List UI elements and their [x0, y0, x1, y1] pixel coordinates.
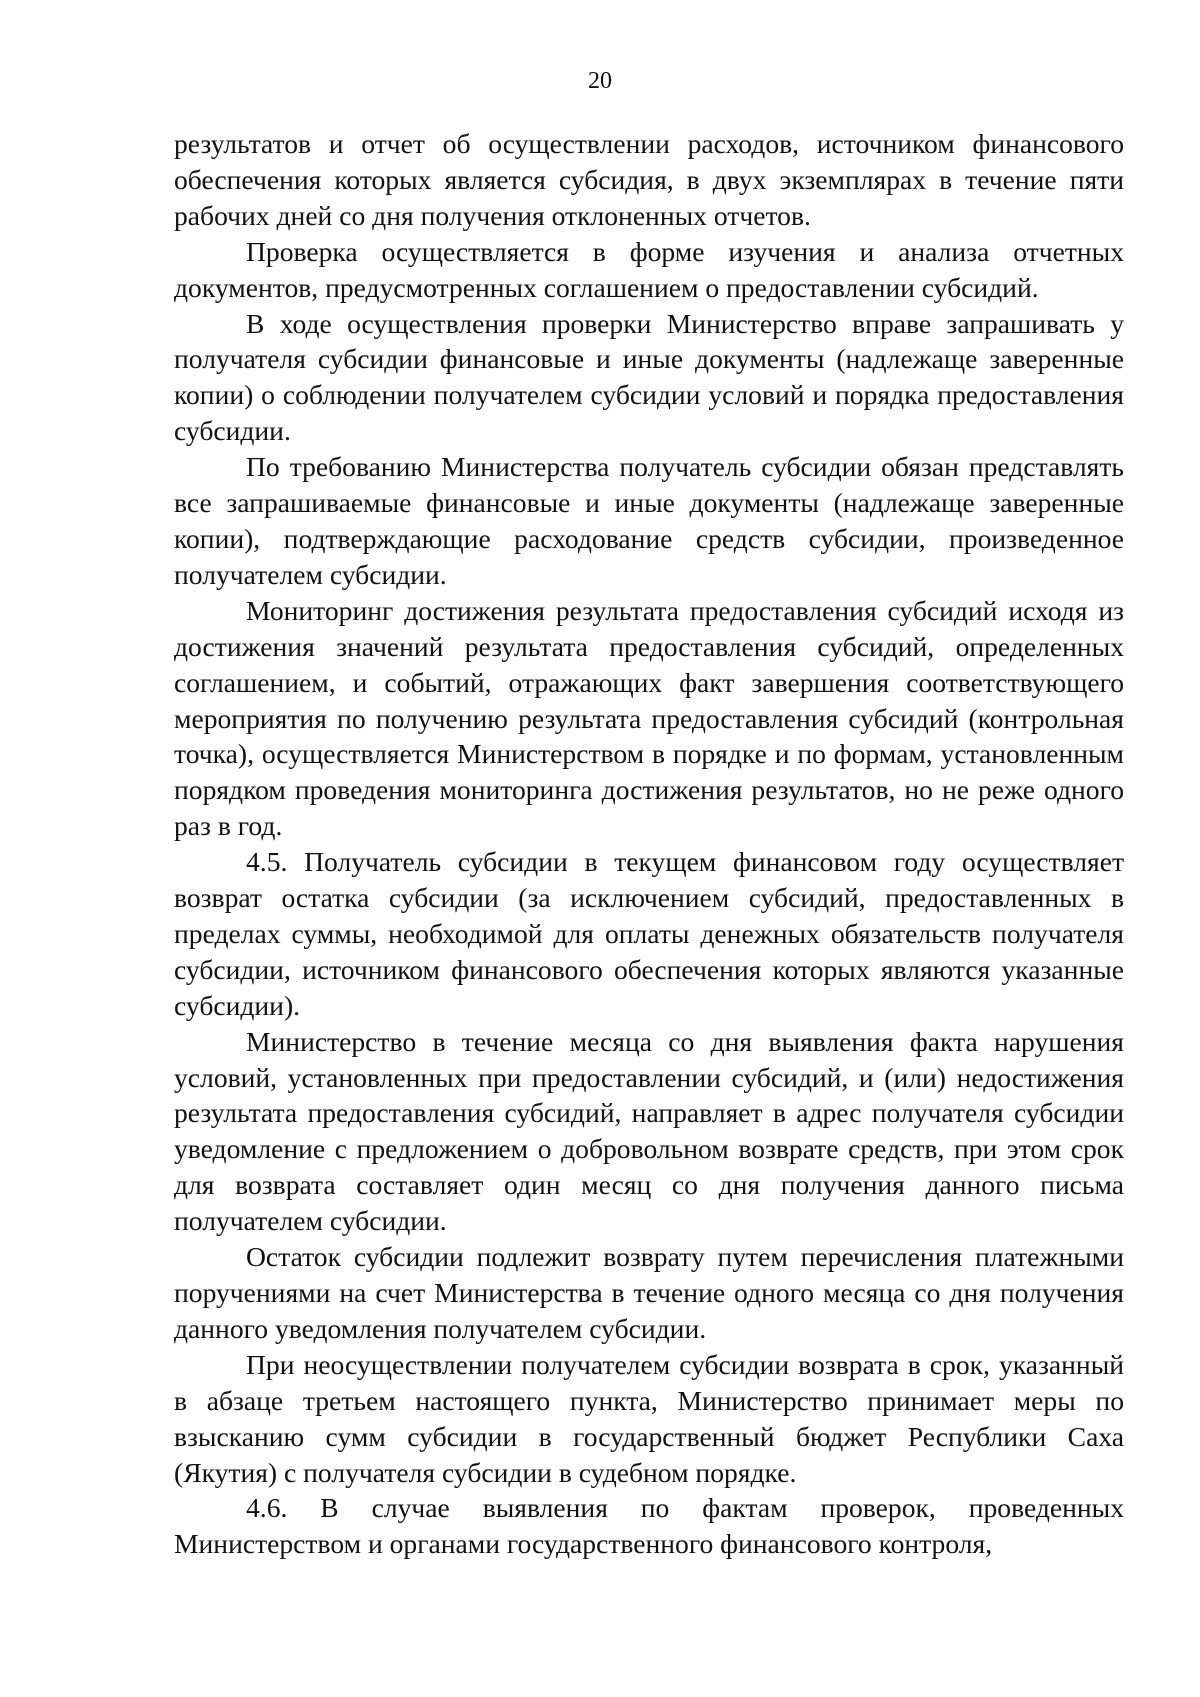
- paragraph-balance-return: Остаток субсидии подлежит возврату путем перечисления платежными поручениями на счет Министерства в течение одного месяца со дня получения данного уведомления получателем субсидии.: [174, 1241, 1124, 1344]
- paragraph-recovery-measures: При неосуществлении получателем субсидии возврата в срок, указанный в абзаце третьем настоящего пункта, Министерство принимает меры по взысканию сумм субсидии в государственный бюджет Республики Саха (Якутия) с получателя субсидии в судебном порядке.: [174, 1348, 1124, 1488]
- document-body: [174, 126, 1124, 1562]
- paragraph-verification-form: Проверка осуществляется в форме изучения и анализа отчетных документов, предусмотренных соглашением о предоставлении субсидий.: [174, 235, 1124, 303]
- paragraph-document-request: В ходе осуществления проверки Министерство вправе запрашивать у получателя субсидии финансовые и иные документы (надлежаще заверенные копии) о соблюдении получателем субсидии условий и порядка предоставления субсидии.: [174, 307, 1124, 447]
- page-number: 20: [588, 68, 612, 94]
- paragraph-clause-4-5: 4.5. Получатель субсидии в текущем финансовом году осуществляет возврат остатка субсидии (за исключением субсидий, предоставленных в пределах суммы, необходимой для оплаты денежных обязательств получателя субсидии, источником финансового обеспечения которых являются указанные субсидии).: [174, 846, 1124, 1021]
- paragraph-monitoring: Мониторинг достижения результата предоставления субсидий исходя из достижения значений результата предоставления субсидий, определенных соглашением, и событий, отражающих факт завершения соответствующего мероприятия по получению результата предоставления субсидий (контрольная точка), осуществляется Министерством в порядке и по формам, установленным порядком проведения мониторинга достижения результатов, но не реже одного раз в год.: [174, 594, 1124, 842]
- paragraph-ministry-notice: Министерство в течение месяца со дня выявления факта нарушения условий, установленных при предоставлении субсидий, и (или) недостижения результата предоставления субсидий, направляет в адрес получателя субсидии уведомление с предложением о добровольном возврате средств, при этом срок для возврата составляет один месяц со дня получения данного письма получателем субсидии.: [174, 1025, 1124, 1237]
- paragraph-recipient-obligation: По требованию Министерства получатель субсидии обязан представлять все запрашиваемые финансовые и иные документы (надлежаще заверенные копии), подтверждающие расходование средств субсидии, произведенное получателем субсидии.: [174, 451, 1124, 590]
- paragraph-clause-4-6: 4.6. В случае выявления по фактам проверок, проведенных Министерством и органами государственного финансового контроля,: [174, 1492, 1124, 1560]
- paragraph-continuation: результатов и отчет об осуществлении расходов, источником финансового обеспечения которых является субсидия, в двух экземплярах в течение пяти рабочих дней со дня получения отклоненных отчетов.: [174, 128, 1124, 231]
